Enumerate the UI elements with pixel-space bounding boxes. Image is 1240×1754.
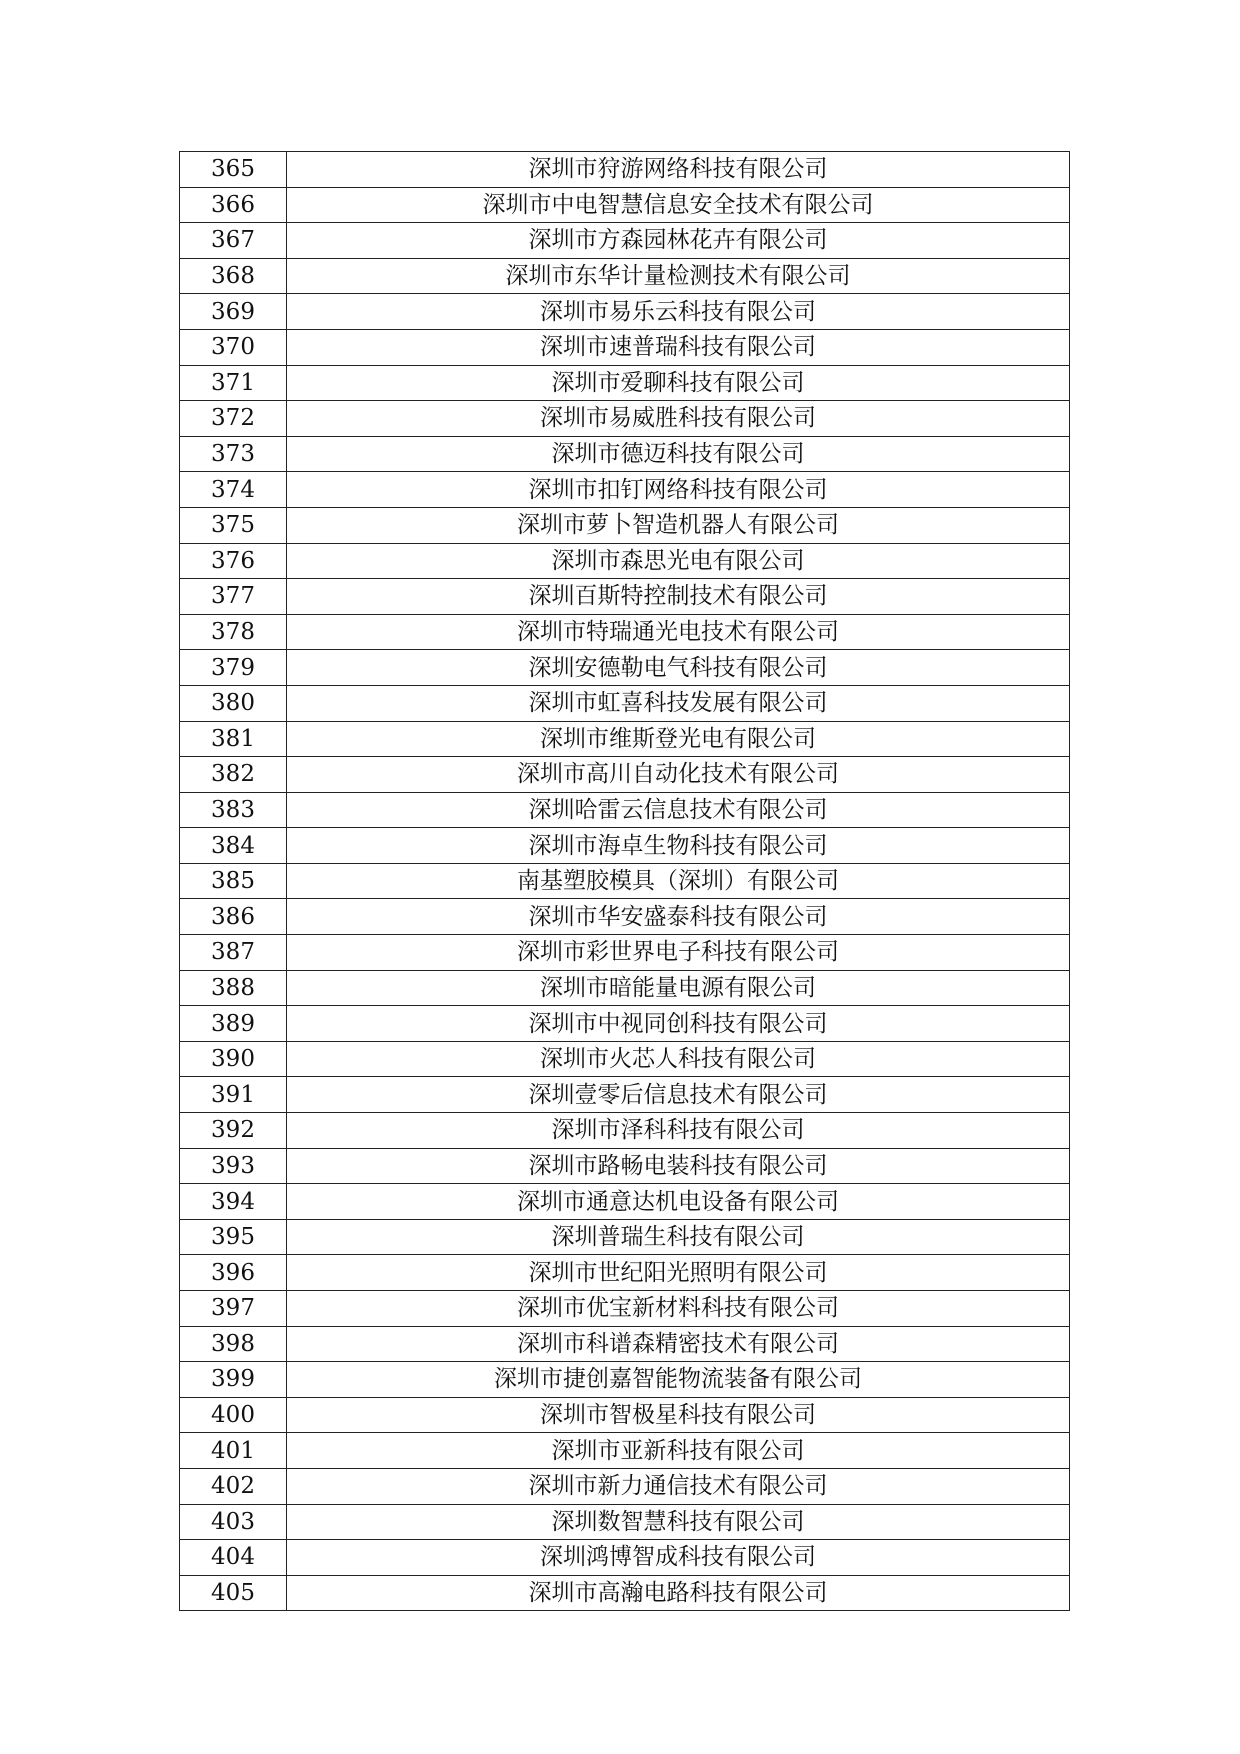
row-number-cell: 380 (180, 685, 287, 721)
table-row (180, 1041, 1070, 1077)
company-name-cell: 深圳市暗能量电源有限公司 (287, 970, 1070, 1006)
row-number-cell: 384 (180, 828, 287, 864)
table-row (180, 507, 1070, 543)
company-name-cell: 深圳市泽科科技有限公司 (287, 1113, 1070, 1149)
row-number-cell: 369 (180, 294, 287, 330)
table-row (180, 1540, 1070, 1576)
row-number-cell: 366 (180, 187, 287, 223)
row-number-cell: 370 (180, 329, 287, 365)
table-row (180, 685, 1070, 721)
row-number-cell: 383 (180, 792, 287, 828)
company-name-cell: 深圳市虹喜科技发展有限公司 (287, 685, 1070, 721)
company-name-cell: 深圳市新力通信技术有限公司 (287, 1468, 1070, 1504)
row-number-cell: 377 (180, 579, 287, 615)
row-number-cell: 374 (180, 472, 287, 508)
row-number-cell: 365 (180, 152, 287, 188)
row-number-cell: 397 (180, 1291, 287, 1327)
row-number-cell: 378 (180, 614, 287, 650)
company-name-cell: 深圳市东华计量检测技术有限公司 (287, 258, 1070, 294)
table-row (180, 792, 1070, 828)
table-row (180, 935, 1070, 971)
company-name-cell: 深圳百斯特控制技术有限公司 (287, 579, 1070, 615)
row-number-cell: 385 (180, 863, 287, 899)
company-name-cell: 深圳数智慧科技有限公司 (287, 1504, 1070, 1540)
row-number-cell: 391 (180, 1077, 287, 1113)
company-name-cell: 南基塑胶模具（深圳）有限公司 (287, 863, 1070, 899)
company-name-cell: 深圳市易威胜科技有限公司 (287, 401, 1070, 437)
row-number-cell: 393 (180, 1148, 287, 1184)
row-number-cell: 396 (180, 1255, 287, 1291)
table-row (180, 1362, 1070, 1398)
table-row (180, 223, 1070, 259)
company-name-cell: 深圳市萝卜智造机器人有限公司 (287, 507, 1070, 543)
company-name-cell: 深圳市森思光电有限公司 (287, 543, 1070, 579)
table-row (180, 650, 1070, 686)
table-row (180, 258, 1070, 294)
row-number-cell: 404 (180, 1540, 287, 1576)
company-name-cell: 深圳市彩世界电子科技有限公司 (287, 935, 1070, 971)
table-row (180, 970, 1070, 1006)
table-row (180, 1113, 1070, 1149)
row-number-cell: 390 (180, 1041, 287, 1077)
table-row (180, 1219, 1070, 1255)
company-name-cell: 深圳市中视同创科技有限公司 (287, 1006, 1070, 1042)
table-row (180, 1575, 1070, 1611)
company-list-table (179, 151, 1070, 1611)
table-row (180, 828, 1070, 864)
row-number-cell: 400 (180, 1397, 287, 1433)
table-row (180, 721, 1070, 757)
company-name-cell: 深圳市高川自动化技术有限公司 (287, 757, 1070, 793)
company-name-cell: 深圳市智极星科技有限公司 (287, 1397, 1070, 1433)
company-name-cell: 深圳市亚新科技有限公司 (287, 1433, 1070, 1469)
table-row (180, 1397, 1070, 1433)
company-name-cell: 深圳市通意达机电设备有限公司 (287, 1184, 1070, 1220)
company-name-cell: 深圳市德迈科技有限公司 (287, 436, 1070, 472)
company-name-cell: 深圳市维斯登光电有限公司 (287, 721, 1070, 757)
row-number-cell: 398 (180, 1326, 287, 1362)
row-number-cell: 373 (180, 436, 287, 472)
row-number-cell: 367 (180, 223, 287, 259)
row-number-cell: 405 (180, 1575, 287, 1611)
row-number-cell: 394 (180, 1184, 287, 1220)
row-number-cell: 402 (180, 1468, 287, 1504)
row-number-cell: 381 (180, 721, 287, 757)
row-number-cell: 387 (180, 935, 287, 971)
row-number-cell: 403 (180, 1504, 287, 1540)
company-name-cell: 深圳普瑞生科技有限公司 (287, 1219, 1070, 1255)
table-row (180, 152, 1070, 188)
row-number-cell: 371 (180, 365, 287, 401)
row-number-cell: 375 (180, 507, 287, 543)
row-number-cell: 376 (180, 543, 287, 579)
company-name-cell: 深圳市高瀚电路科技有限公司 (287, 1575, 1070, 1611)
company-name-cell: 深圳市特瑞通光电技术有限公司 (287, 614, 1070, 650)
company-name-cell: 深圳安德勒电气科技有限公司 (287, 650, 1070, 686)
table-row (180, 329, 1070, 365)
row-number-cell: 368 (180, 258, 287, 294)
row-number-cell: 372 (180, 401, 287, 437)
table-row (180, 294, 1070, 330)
table-row (180, 1433, 1070, 1469)
table-row (180, 614, 1070, 650)
company-name-cell: 深圳市火芯人科技有限公司 (287, 1041, 1070, 1077)
table-row (180, 543, 1070, 579)
company-name-cell: 深圳市优宝新材料科技有限公司 (287, 1291, 1070, 1327)
table-row (180, 579, 1070, 615)
table-row (180, 1006, 1070, 1042)
table-row (180, 1326, 1070, 1362)
company-name-cell: 深圳市科谱森精密技术有限公司 (287, 1326, 1070, 1362)
table-row (180, 187, 1070, 223)
company-name-cell: 深圳壹零后信息技术有限公司 (287, 1077, 1070, 1113)
company-name-cell: 深圳市捷创嘉智能物流装备有限公司 (287, 1362, 1070, 1398)
row-number-cell: 379 (180, 650, 287, 686)
row-number-cell: 395 (180, 1219, 287, 1255)
table-row (180, 899, 1070, 935)
table-row (180, 401, 1070, 437)
table-row (180, 863, 1070, 899)
company-name-cell: 深圳市方森园林花卉有限公司 (287, 223, 1070, 259)
company-name-cell: 深圳市世纪阳光照明有限公司 (287, 1255, 1070, 1291)
table-row (180, 1184, 1070, 1220)
table-row (180, 1504, 1070, 1540)
row-number-cell: 382 (180, 757, 287, 793)
company-name-cell: 深圳市中电智慧信息安全技术有限公司 (287, 187, 1070, 223)
company-name-cell: 深圳哈雷云信息技术有限公司 (287, 792, 1070, 828)
company-name-cell: 深圳市扣钉网络科技有限公司 (287, 472, 1070, 508)
company-name-cell: 深圳市路畅电装科技有限公司 (287, 1148, 1070, 1184)
company-name-cell: 深圳鸿博智成科技有限公司 (287, 1540, 1070, 1576)
table-row (180, 472, 1070, 508)
table-row (180, 1148, 1070, 1184)
table-row (180, 1077, 1070, 1113)
row-number-cell: 392 (180, 1113, 287, 1149)
company-name-cell: 深圳市狩游网络科技有限公司 (287, 152, 1070, 188)
row-number-cell: 388 (180, 970, 287, 1006)
company-name-cell: 深圳市华安盛泰科技有限公司 (287, 899, 1070, 935)
table-row (180, 1255, 1070, 1291)
table-row (180, 365, 1070, 401)
row-number-cell: 401 (180, 1433, 287, 1469)
table-row (180, 1291, 1070, 1327)
table-row (180, 1468, 1070, 1504)
table-row (180, 436, 1070, 472)
table-body (180, 152, 1070, 1611)
row-number-cell: 389 (180, 1006, 287, 1042)
company-name-cell: 深圳市速普瑞科技有限公司 (287, 329, 1070, 365)
company-name-cell: 深圳市海卓生物科技有限公司 (287, 828, 1070, 864)
company-name-cell: 深圳市易乐云科技有限公司 (287, 294, 1070, 330)
row-number-cell: 399 (180, 1362, 287, 1398)
company-name-cell: 深圳市爱聊科技有限公司 (287, 365, 1070, 401)
row-number-cell: 386 (180, 899, 287, 935)
table-row (180, 757, 1070, 793)
